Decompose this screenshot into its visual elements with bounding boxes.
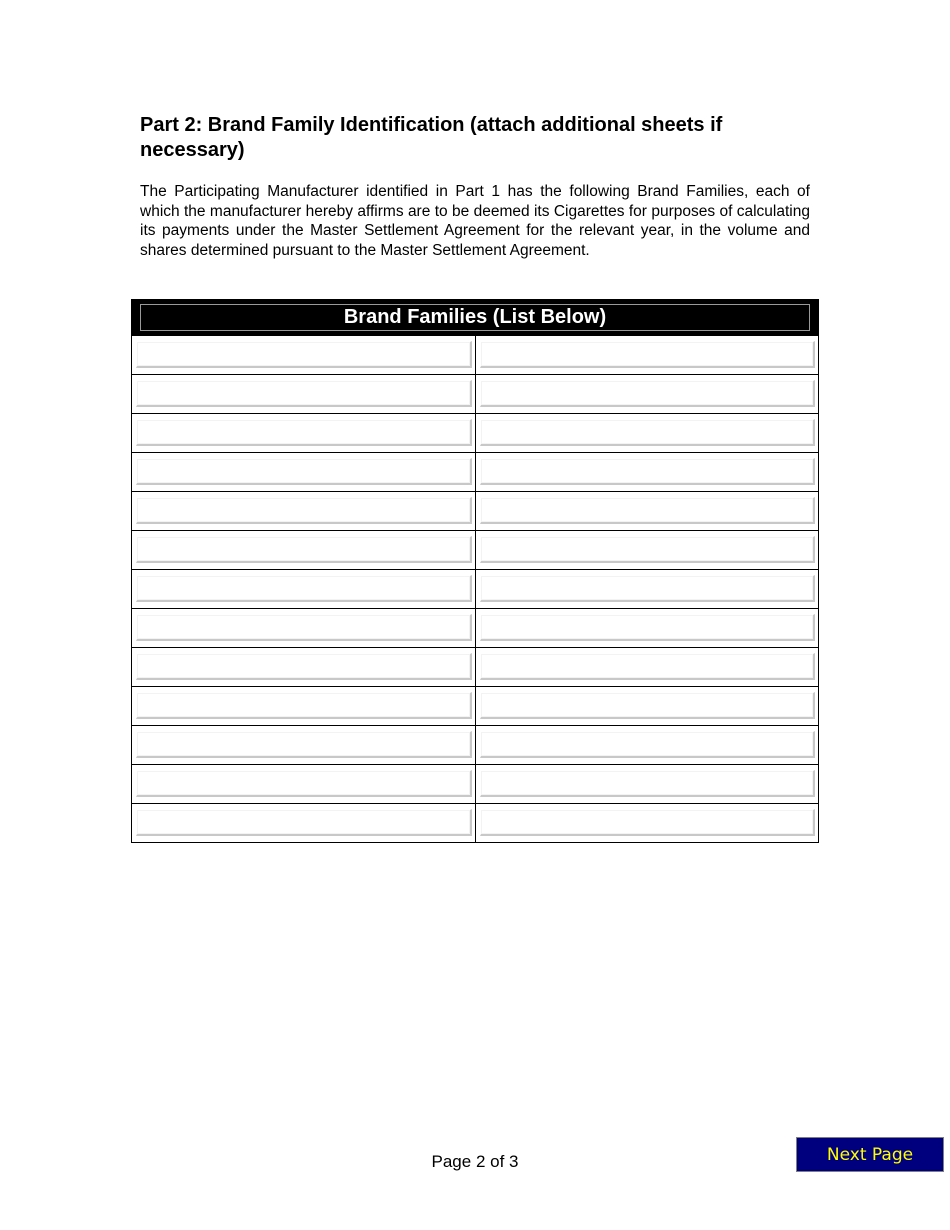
brand-family-input[interactable] (136, 692, 472, 719)
table-cell (475, 531, 819, 570)
table-row (132, 648, 819, 687)
table-row (132, 492, 819, 531)
brand-family-input[interactable] (480, 614, 816, 641)
table-cell (132, 336, 476, 375)
next-page-button[interactable]: Next Page (796, 1137, 944, 1172)
table-cell (132, 804, 476, 843)
table-cell (475, 804, 819, 843)
brand-family-input[interactable] (136, 770, 472, 797)
table-cell (475, 609, 819, 648)
brand-family-input[interactable] (480, 536, 816, 563)
brand-family-input[interactable] (480, 575, 816, 602)
table-row (132, 687, 819, 726)
brand-family-input[interactable] (136, 614, 472, 641)
table-cell (475, 453, 819, 492)
brand-family-input[interactable] (136, 536, 472, 563)
section-title: Part 2: Brand Family Identification (attach additional sheets if necessary) (140, 114, 723, 161)
brand-families-table (131, 299, 819, 843)
brand-family-input[interactable] (136, 809, 472, 836)
table-cell (475, 570, 819, 609)
table-row (132, 375, 819, 414)
table-header-row (132, 300, 819, 336)
table-row (132, 531, 819, 570)
table-cell (132, 609, 476, 648)
table-cell (475, 765, 819, 804)
table-row (132, 609, 819, 648)
table-cell (475, 687, 819, 726)
table-header-label: Brand Families (List Below) (140, 304, 810, 331)
table-cell (132, 765, 476, 804)
brand-family-input[interactable] (480, 809, 816, 836)
brand-family-input[interactable] (480, 731, 816, 758)
table-cell (132, 726, 476, 765)
brand-family-input[interactable] (480, 380, 816, 407)
table-cell (132, 453, 476, 492)
brand-family-input[interactable] (480, 341, 816, 368)
brand-family-input[interactable] (136, 458, 472, 485)
table-header (132, 300, 819, 336)
table-row (132, 726, 819, 765)
table-cell (475, 492, 819, 531)
brand-family-input[interactable] (480, 419, 816, 446)
table-row (132, 414, 819, 453)
table-cell (475, 375, 819, 414)
table-cell (132, 414, 476, 453)
table-cell (475, 726, 819, 765)
brand-family-input[interactable] (480, 653, 816, 680)
table-row (132, 453, 819, 492)
brand-family-input[interactable] (136, 419, 472, 446)
brand-family-input[interactable] (136, 497, 472, 524)
intro-paragraph: The Participating Manufacturer identified in Part 1 has the following Brand Families, each of which the manufacturer hereby affirms are to be deemed its Cigarettes for purposes of calculating its payments under the Master Settlement Agreement for the relevant year, in the volume and shares determined pursuant to the Master Settlement Agreement. (140, 183, 810, 259)
table-cell (475, 336, 819, 375)
table-row (132, 765, 819, 804)
brand-family-input[interactable] (136, 380, 472, 407)
table-cell (132, 492, 476, 531)
brand-family-input[interactable] (480, 692, 816, 719)
brand-family-input[interactable] (136, 575, 472, 602)
brand-family-input[interactable] (480, 458, 816, 485)
brand-rows (132, 336, 819, 843)
brand-family-input[interactable] (136, 731, 472, 758)
table-cell (132, 375, 476, 414)
table-row (132, 804, 819, 843)
brand-family-input[interactable] (136, 341, 472, 368)
table-cell (475, 414, 819, 453)
table-cell (132, 570, 476, 609)
brand-family-input[interactable] (480, 497, 816, 524)
table-row (132, 336, 819, 375)
table-cell (132, 687, 476, 726)
page-number: Page 2 of 3 (431, 1152, 519, 1171)
brand-family-input[interactable] (136, 653, 472, 680)
table-cell (132, 648, 476, 687)
table-row (132, 570, 819, 609)
table-cell (475, 648, 819, 687)
brand-family-input[interactable] (480, 770, 816, 797)
table-cell (132, 531, 476, 570)
